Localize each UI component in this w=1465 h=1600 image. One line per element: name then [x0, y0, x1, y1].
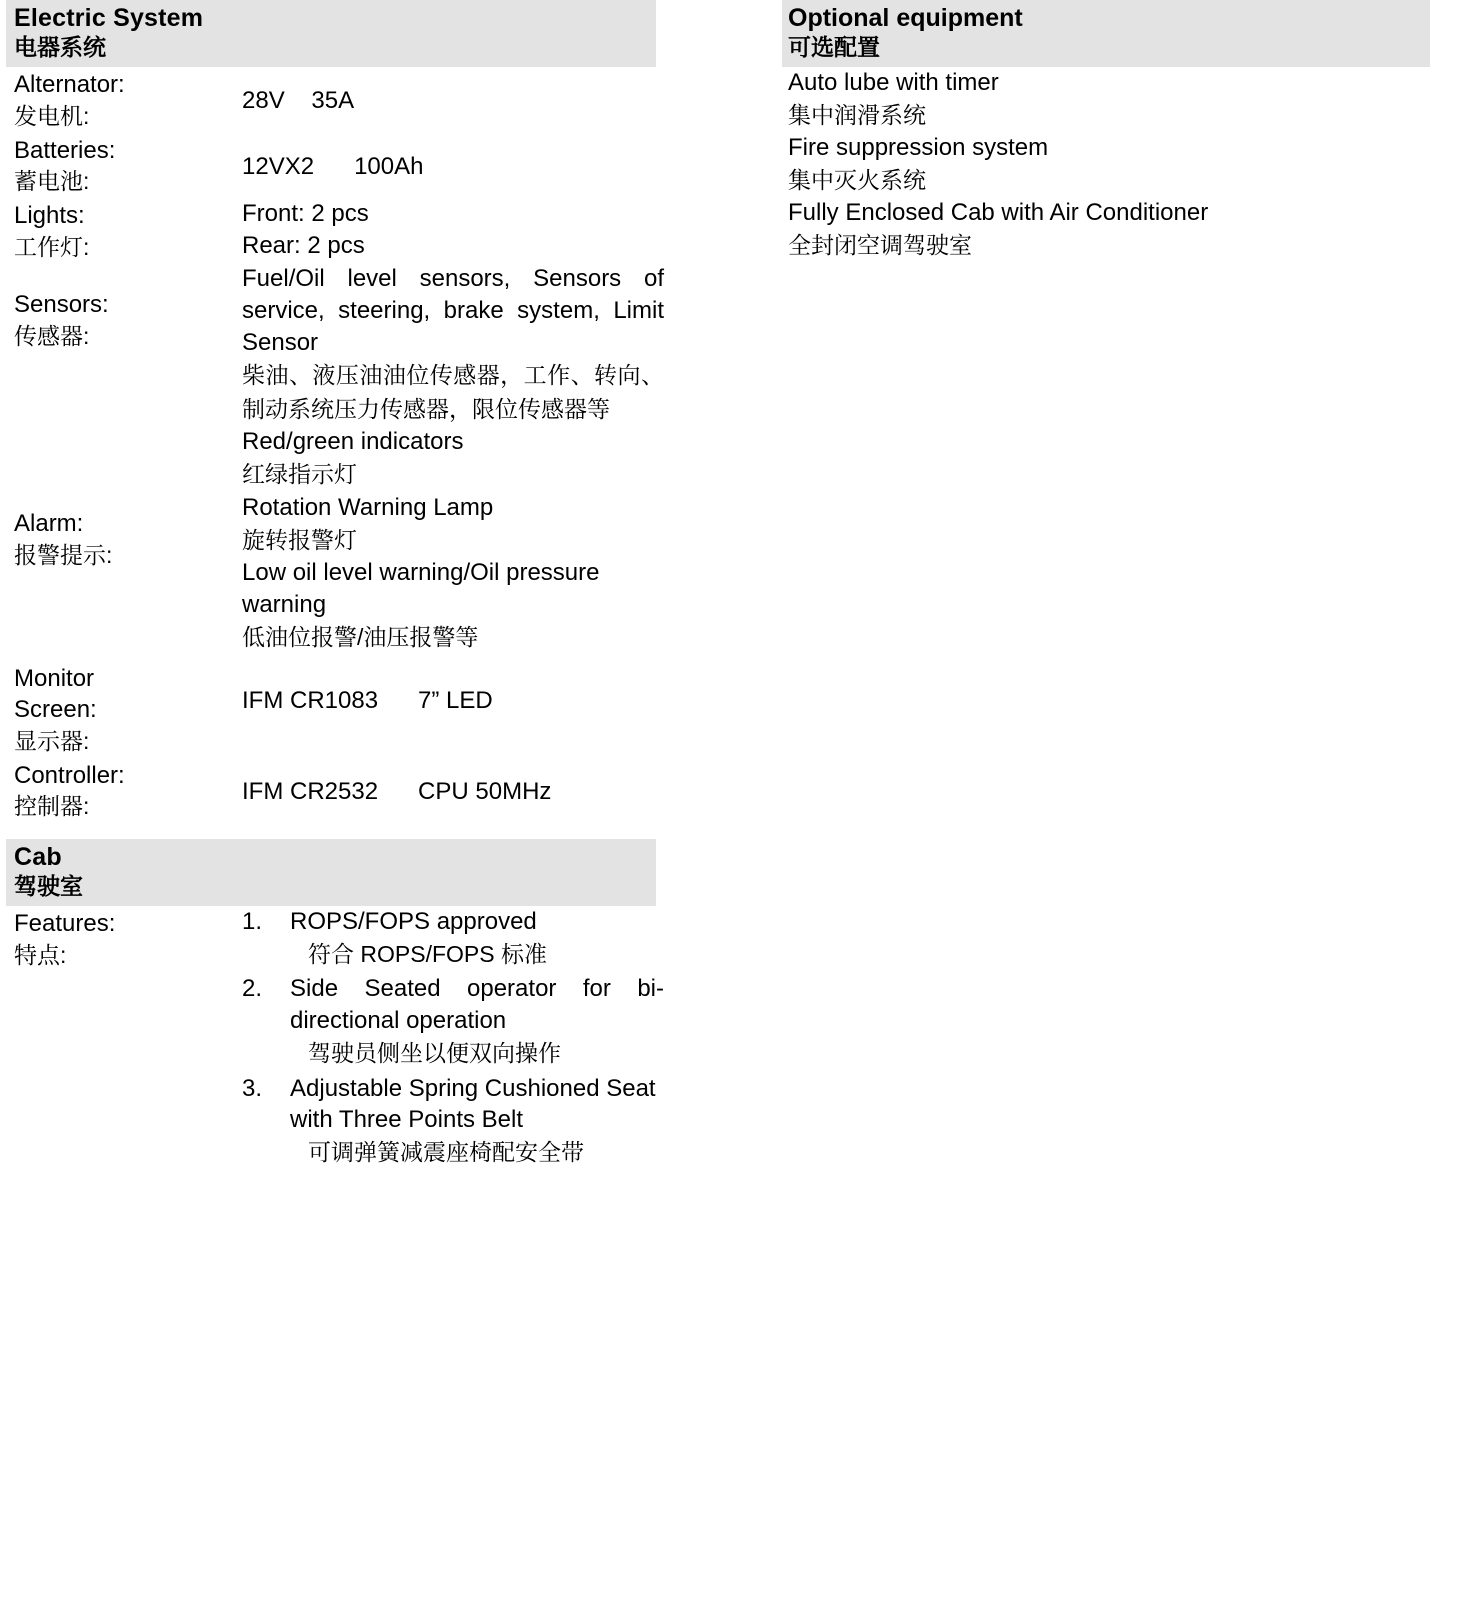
- value-en: 28V 35A: [242, 87, 355, 115]
- table-row: [14, 67, 664, 132]
- label-en: Monitor Screen:: [14, 664, 97, 724]
- row-value-alternator: [242, 67, 664, 132]
- label-zh: 工作灯:: [14, 233, 90, 260]
- value-zh-1: 红绿指示灯: [242, 461, 357, 488]
- row-label-alternator: [14, 67, 242, 132]
- option-en: Fire suppression system: [788, 133, 1049, 161]
- value-zh-3: 低油位报警/油压报警等: [242, 623, 479, 650]
- feature-zh: 驾驶员侧坐以便双向操作: [308, 1040, 561, 1067]
- table-row: [14, 906, 664, 1172]
- label-zh: 蓄电池:: [14, 168, 90, 195]
- value-en-2: Rotation Warning Lamp: [242, 493, 494, 521]
- item-number: 1.: [242, 908, 263, 936]
- feature-en: Adjustable Spring Cushioned Seat with Three Points Belt: [290, 1074, 656, 1134]
- item-number: 2.: [242, 975, 263, 1003]
- label-zh: 控制器:: [14, 793, 90, 820]
- label-zh: 报警提示:: [14, 541, 113, 568]
- row-value-alarm: [242, 426, 664, 654]
- section-header-cab: [6, 839, 656, 906]
- table-row: [14, 661, 664, 758]
- list-item: [788, 67, 1428, 132]
- table-row: [14, 426, 664, 654]
- label-en: Sensors:: [14, 291, 109, 319]
- left-column: [14, 0, 664, 1172]
- section-header-electric-system: [6, 0, 656, 67]
- table-row: [14, 263, 664, 426]
- value-en: 12VX2 100Ah: [242, 152, 424, 180]
- row-label-controller: [14, 758, 242, 823]
- value-en: IFM CR1083 7” LED: [242, 686, 493, 714]
- row-label-features: [14, 906, 242, 1172]
- value-en: Fuel/Oil level sensors, Sensors of service, steering, brake system, Limit Sensor: [242, 265, 664, 357]
- value-en-1: Red/green indicators: [242, 428, 464, 456]
- row-value-controller: [242, 758, 664, 823]
- label-en: Controller:: [14, 761, 125, 789]
- value-en-front: Front: 2 pcs: [242, 199, 369, 227]
- section-header-optional-equipment: [782, 0, 1430, 67]
- option-zh: 集中润滑系统: [788, 102, 926, 129]
- option-zh: 全封闭空调驾驶室: [788, 231, 972, 258]
- option-en: Fully Enclosed Cab with Air Conditioner: [788, 198, 1209, 226]
- label-zh: 显示器:: [14, 727, 90, 754]
- row-label-batteries: [14, 133, 242, 198]
- feature-zh: 符合 ROPS/FOPS 标准: [308, 941, 547, 968]
- section-title-en: Cab: [14, 843, 62, 872]
- label-zh: 发电机:: [14, 102, 90, 129]
- row-value-lights: [242, 198, 664, 263]
- value-en-3: Low oil level warning/Oil pressure warning: [242, 559, 600, 619]
- feature-en: ROPS/FOPS approved: [290, 908, 537, 936]
- list-item: [788, 132, 1428, 197]
- row-label-monitor-screen: [14, 661, 242, 758]
- cab-table: [14, 906, 664, 1172]
- list-item: [242, 906, 664, 971]
- row-value-monitor-screen: [242, 661, 664, 758]
- row-value-features: [242, 906, 664, 1172]
- row-value-sensors: [242, 263, 664, 426]
- section-title-en: Electric System: [14, 4, 204, 32]
- label-en: Alarm:: [14, 510, 84, 538]
- optional-equipment-list: [788, 67, 1428, 261]
- section-title-zh: 驾驶室: [14, 872, 83, 899]
- table-row: [14, 133, 664, 198]
- row-value-batteries: [242, 133, 664, 198]
- label-en: Batteries:: [14, 136, 116, 164]
- right-column: [788, 0, 1428, 262]
- row-label-sensors: [14, 263, 242, 426]
- label-en: Alternator:: [14, 71, 125, 99]
- value-zh-2: 旋转报警灯: [242, 526, 357, 553]
- label-zh: 特点:: [14, 941, 67, 968]
- feature-en: Side Seated operator for bi-directional operation: [290, 975, 664, 1035]
- label-en: Lights:: [14, 201, 85, 229]
- electric-system-table: [14, 67, 664, 823]
- table-row: [14, 758, 664, 823]
- value-en: IFM CR2532 CPU 50MHz: [242, 777, 552, 805]
- table-row: [14, 198, 664, 263]
- option-zh: 集中灭火系统: [788, 167, 926, 194]
- feature-zh: 可调弹簧减震座椅配安全带: [308, 1139, 584, 1166]
- list-item: [242, 1073, 664, 1170]
- list-item: [788, 197, 1428, 262]
- list-item: [242, 973, 664, 1070]
- section-title-zh: 电器系统: [14, 33, 106, 60]
- features-list: [242, 906, 664, 1170]
- row-label-alarm: [14, 426, 242, 654]
- section-title-en: Optional equipment: [788, 4, 1023, 32]
- section-title-zh: 可选配置: [788, 33, 880, 60]
- value-zh: 柴油、液压油油位传感器，工作、转向、制动系统压力传感器，限位传感器等: [242, 362, 664, 422]
- item-number: 3.: [242, 1074, 263, 1102]
- row-label-lights: [14, 198, 242, 263]
- label-zh: 传感器:: [14, 322, 90, 349]
- label-en: Features:: [14, 910, 116, 938]
- option-en: Auto lube with timer: [788, 69, 999, 97]
- value-en-rear: Rear: 2 pcs: [242, 231, 365, 259]
